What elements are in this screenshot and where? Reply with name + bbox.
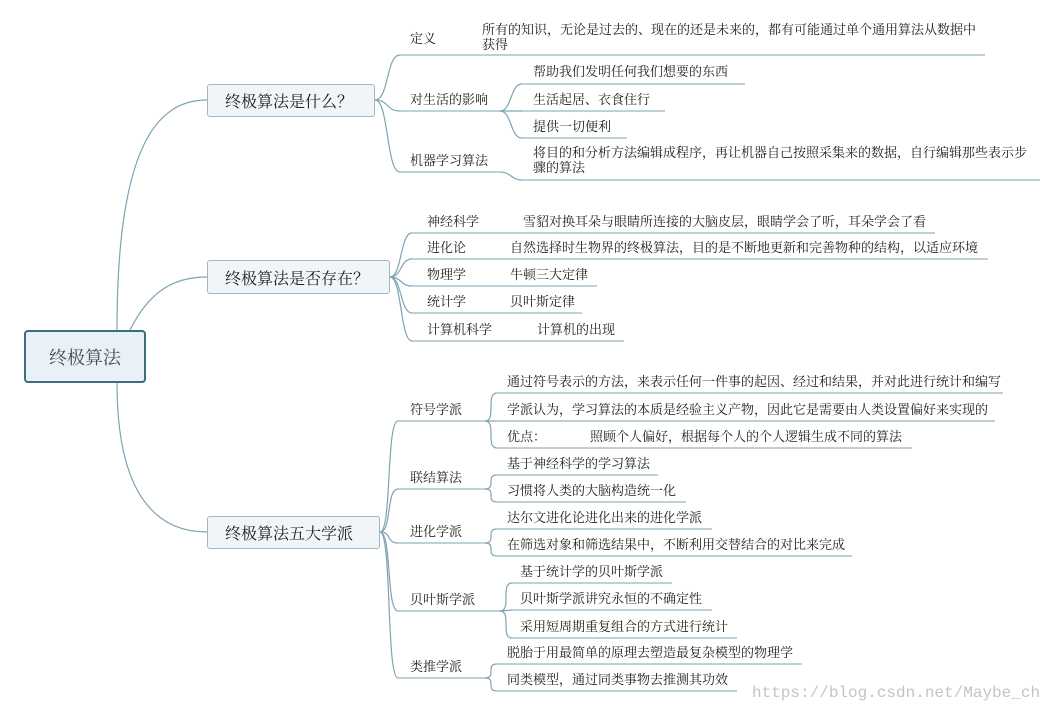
leaf-physics: 牛顿三大定律: [510, 268, 589, 283]
leaf-computer-science: 计算机的出现: [537, 323, 616, 338]
topic-evolutionaries: 进化学派: [410, 525, 463, 540]
topic-statistics: 统计学: [427, 295, 467, 310]
leaf-life-impact-3: 提供一切便利: [533, 120, 612, 135]
connector-life-impact-leaf-3: [500, 111, 522, 138]
topic-symbolists: 符号学派: [410, 403, 463, 418]
connector-root-branch-2: [130, 277, 207, 330]
connector-branch-3-topic-analogizers: [380, 532, 398, 678]
leaf-evolutionaries-2: 在筛选对象和筛选结果中，不断利用交替结合的对比来完成: [507, 538, 846, 553]
connector-life-impact-leaf-1: [500, 84, 522, 111]
leaf-bayesians-3: 采用短周期重复组合的方式进行统计: [520, 620, 729, 635]
topic-life-impact: 对生活的影响: [410, 93, 489, 108]
connector-bayesians-leaf-3: [500, 611, 512, 638]
branch-node-five-schools: [207, 516, 380, 549]
branch-node-exists: [207, 260, 390, 294]
leaf-symbolists-3-prefix: 优点：: [507, 430, 547, 445]
connector-branch-3-topic-connectionists: [380, 489, 398, 532]
topic-ml-algorithm: 机器学习算法: [410, 154, 489, 169]
connector-connectionists-leaf-2: [485, 489, 497, 502]
connector-branch-2-topic-evolution: [390, 259, 412, 277]
connector-connectionists-leaf-1: [485, 475, 497, 489]
leaf-connectionists-2: 习惯将人类的大脑构造统一化: [507, 484, 677, 499]
leaf-connectionists-1: 基于神经科学的学习算法: [507, 457, 651, 472]
leaf-definition-line-1: 所有的知识，无论是过去的、现在的还是未来的，都有可能通过单个通用算法从数据中: [482, 23, 977, 38]
branch-label: 终极算法是否存在？: [225, 268, 370, 288]
topic-analogizers: 类推学派: [410, 660, 463, 675]
watermark-url: https://blog.csdn.net/Maybe_ch: [752, 684, 1041, 702]
connector-analogizers-leaf-2: [485, 678, 497, 691]
root-label: 终极算法: [49, 347, 121, 369]
connector-ml-algorithm-leaf: [500, 172, 522, 180]
leaf-symbolists-3-text: 照顾个人偏好，根据每个人的个人逻辑生成不同的算法: [590, 430, 903, 445]
topic-definition: 定义: [410, 32, 437, 47]
connector-root-branch-1: [117, 100, 207, 330]
topic-bayesians: 贝叶斯学派: [410, 593, 476, 608]
topic-computer-science: 计算机科学: [427, 323, 493, 338]
leaf-symbolists-2: 学派认为，学习算法的本质是经验主义产物，因此它是需要由人类设置偏好来实现的: [507, 403, 989, 418]
connector-symbolists-leaf-1: [485, 393, 497, 421]
connector-branch-2-topic-computer-science: [390, 277, 412, 341]
leaf-life-impact-2: 生活起居、衣食住行: [533, 93, 651, 108]
leaf-symbolists-1: 通过符号表示的方法，来表示任何一件事的起因、经过和结果，并对此进行统计和编写: [507, 375, 1002, 390]
leaf-bayesians-2: 贝叶斯学派讲究永恒的不确定性: [520, 592, 703, 607]
leaf-ml-algorithm-line-1: 将目的和分析方法编辑成程序，再让机器自己按照采集来的数据，自行编辑那些表示步: [533, 146, 1028, 161]
leaf-life-impact-1: 帮助我们发明任何我们想要的东西: [533, 65, 729, 80]
leaf-analogizers-2: 同类模型，通过同类事物去推测其功效: [507, 673, 729, 688]
leaf-evolutionaries-1: 达尔文进化论进化出来的进化学派: [507, 511, 703, 526]
topic-evolution: 进化论: [427, 241, 467, 256]
connector-branch-2-topic-neuroscience: [390, 233, 412, 277]
connector-bayesians-leaf-1: [500, 583, 512, 611]
leaf-definition-line-2: 获得: [482, 38, 509, 53]
topic-physics: 物理学: [427, 268, 467, 283]
leaf-analogizers-1: 脱胎于用最简单的原理去塑造最复杂模型的物理学: [507, 646, 794, 661]
topic-connectionists: 联结算法: [410, 471, 463, 486]
branch-label: 终极算法五大学派: [225, 524, 354, 543]
connector-branch-1-topic-definition: [375, 55, 400, 100]
leaf-bayesians-1: 基于统计学的贝叶斯学派: [520, 565, 664, 580]
leaf-ml-algorithm-line-2: 骤的算法: [533, 161, 586, 176]
connector-evolutionaries-leaf-2: [485, 543, 497, 556]
connector-symbolists-leaf-3: [485, 421, 497, 448]
leaf-neuroscience: 雪貂对换耳朵与眼睛所连接的大脑皮层，眼睛学会了听，耳朵学会了看: [523, 215, 927, 230]
connector-root-branch-3: [117, 383, 207, 532]
leaf-statistics: 贝叶斯定律: [510, 295, 576, 310]
leaf-evolution: 自然选择时生物界的终极算法，目的是不断地更新和完善物种的结构，以适应环境: [510, 241, 979, 256]
connector-branch-3-topic-symbolists: [380, 421, 398, 532]
topic-neuroscience: 神经科学: [427, 215, 480, 230]
connector-analogizers-leaf-1: [485, 664, 497, 678]
root-node: [24, 330, 146, 383]
branch-label: 终极算法是什么？: [225, 92, 354, 111]
connector-evolutionaries-leaf-1: [485, 529, 497, 543]
branch-node-what-is: [207, 84, 375, 117]
